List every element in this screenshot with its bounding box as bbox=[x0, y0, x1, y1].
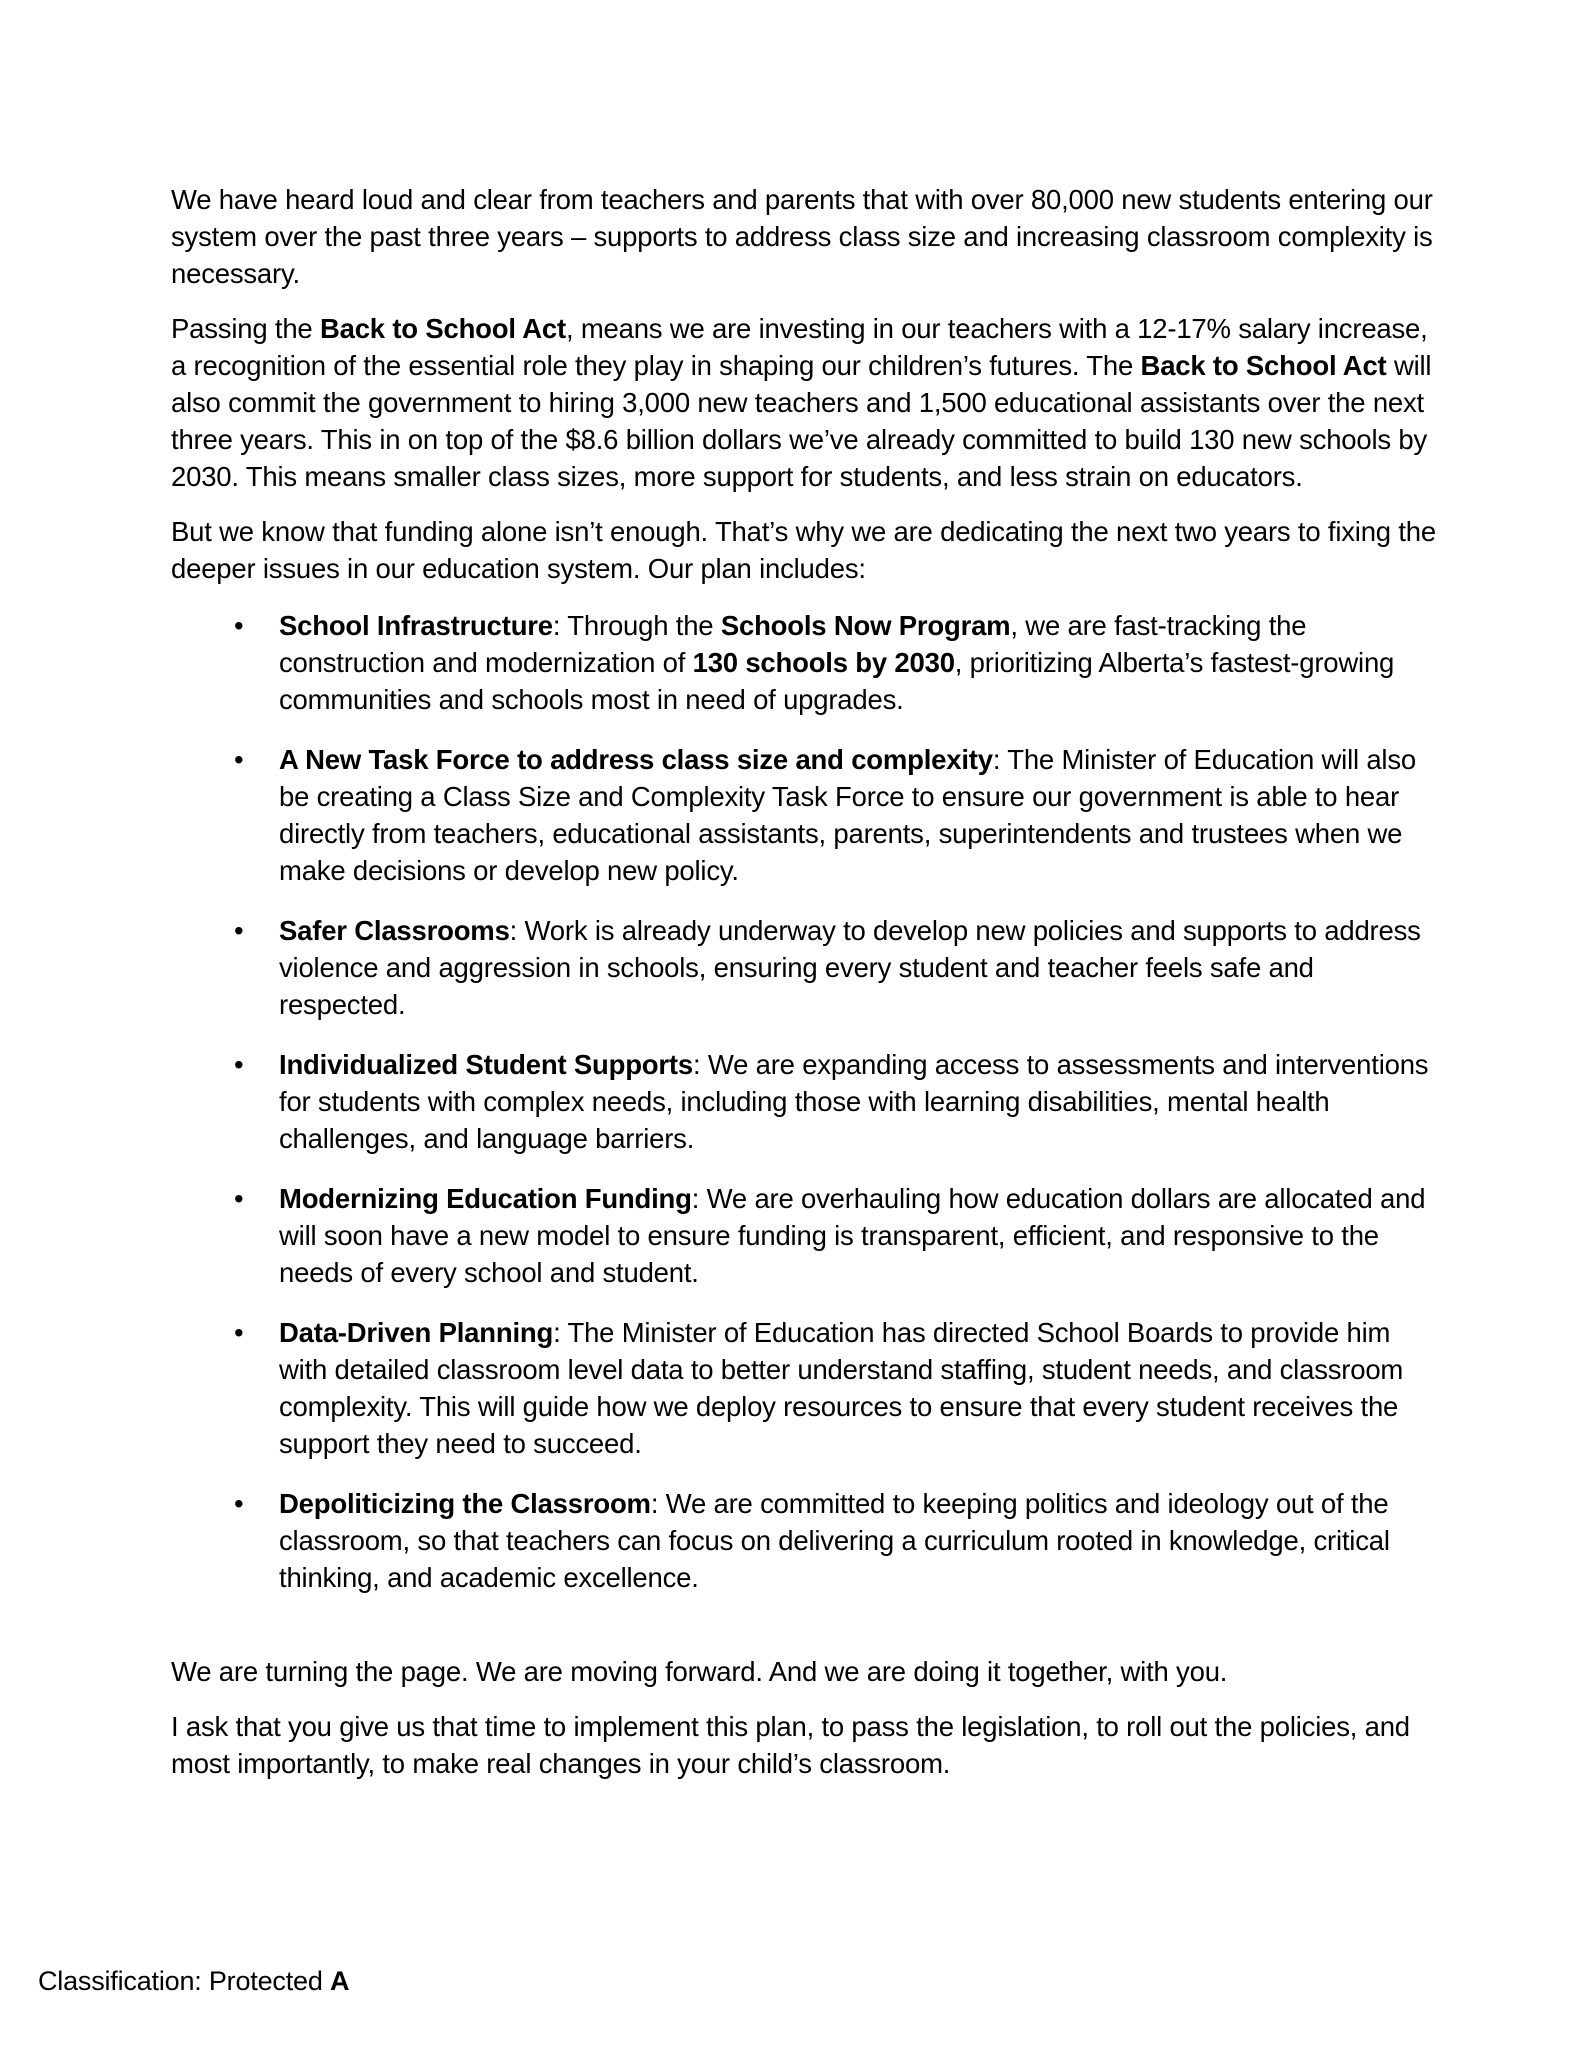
classification-footer bbox=[38, 1963, 349, 2000]
bold-text: Safer Classrooms bbox=[279, 915, 510, 946]
text-run: We have heard loud and clear from teachers and parents that with over 80,000 new students entering our system over the past three years – supports to address class size and increasing classroom complexity is necessary. bbox=[171, 184, 1433, 289]
plan-bullet-item bbox=[171, 1180, 1443, 1291]
text-run: : We are expanding access to assessments and interventions for students with complex needs, including those with learning disabilities, mental health challenges, and language barriers. bbox=[279, 1049, 1429, 1154]
bold-text: Depoliticizing the Classroom bbox=[279, 1488, 651, 1519]
intro-section bbox=[171, 181, 1443, 587]
text-run: : Through the bbox=[552, 610, 721, 641]
bold-text: School Infrastructure bbox=[279, 610, 553, 641]
text-run: : Work is already underway to develop new policies and supports to address violence and aggression in schools, ensuring every student and teacher feels safe and respected. bbox=[279, 915, 1421, 1020]
bold-text: Modernizing Education Funding bbox=[279, 1183, 692, 1214]
bold-text: 130 schools by 2030 bbox=[692, 647, 955, 678]
plan-bullet-item bbox=[171, 1314, 1443, 1462]
text-run: , prioritizing Alberta’s fastest-growing communities and schools most in need of upgrades. bbox=[279, 647, 1395, 715]
paragraph bbox=[171, 1653, 1443, 1690]
text-run: Classification: Protected bbox=[38, 1966, 330, 1996]
bold-text: Back to School Act bbox=[1140, 350, 1387, 381]
text-run: will also commit the government to hiring 3,000 new teachers and 1,500 educational assistants over the next three years. This in on top of the $8.6 billion dollars we’ve already committed to build 130 new schools by 2030. This means smaller class sizes, more support for students, and less strain on educators. bbox=[171, 350, 1432, 492]
text-run: : The Minister of Education has directed School Boards to provide him with detailed classroom level data to better understand staffing, student needs, and classroom complexity. This will guide how we deploy resources to ensure that every student receives the support they need to succeed. bbox=[279, 1317, 1404, 1459]
text-run: , means we are investing in our teachers with a 12-17% salary increase, a recognition of the essential role they play in shaping our children’s futures. The bbox=[171, 313, 1428, 381]
text-run: , we are fast-tracking the construction and modernization of bbox=[279, 610, 1307, 678]
paragraph bbox=[171, 513, 1443, 587]
text-run: Passing the bbox=[171, 313, 320, 344]
text-run: : We are overhauling how education dollars are allocated and will soon have a new model to ensure funding is transparent, efficient, and responsive to the needs of every school and student. bbox=[279, 1183, 1426, 1288]
paragraph bbox=[171, 310, 1443, 495]
plan-bullet-item bbox=[171, 607, 1443, 718]
text-run: But we know that funding alone isn’t enough. That’s why we are dedicating the next two years to fixing the deeper issues in our education system. Our plan includes: bbox=[171, 516, 1436, 584]
bold-text: Schools Now Program bbox=[720, 610, 1011, 641]
plan-list bbox=[171, 607, 1443, 1596]
document-body bbox=[171, 181, 1443, 1800]
closing-section bbox=[171, 1653, 1443, 1782]
text-run: : The Minister of Education will also be creating a Class Size and Complexity Task Force to ensure our government is able to hear directly from teachers, educational assistants, parents, superintendents and trustees when we make decisions or develop new policy. bbox=[279, 744, 1416, 886]
text-run: : We are committed to keeping politics and ideology out of the classroom, so that teachers can focus on delivering a curriculum rooted in knowledge, critical thinking, and academic excellence. bbox=[279, 1488, 1390, 1593]
plan-bullet-item bbox=[171, 741, 1443, 889]
bold-text: Individualized Student Supports bbox=[279, 1049, 693, 1080]
bold-text: Data-Driven Planning bbox=[279, 1317, 554, 1348]
bold-text: Back to School Act bbox=[319, 313, 566, 344]
paragraph bbox=[171, 181, 1443, 292]
plan-bullet-item bbox=[171, 912, 1443, 1023]
paragraph bbox=[171, 1708, 1443, 1782]
classification-label bbox=[38, 1966, 349, 1996]
plan-bullet-item bbox=[171, 1485, 1443, 1596]
plan-bullet-item bbox=[171, 1046, 1443, 1157]
bold-text: A New Task Force to address class size and complexity bbox=[279, 744, 993, 775]
text-run: We are turning the page. We are moving forward. And we are doing it together, with you. bbox=[171, 1656, 1228, 1687]
bold-text: A bbox=[329, 1966, 350, 1996]
text-run: I ask that you give us that time to implement this plan, to pass the legislation, to roll out the policies, and most importantly, to make real changes in your child’s classroom. bbox=[171, 1711, 1410, 1779]
